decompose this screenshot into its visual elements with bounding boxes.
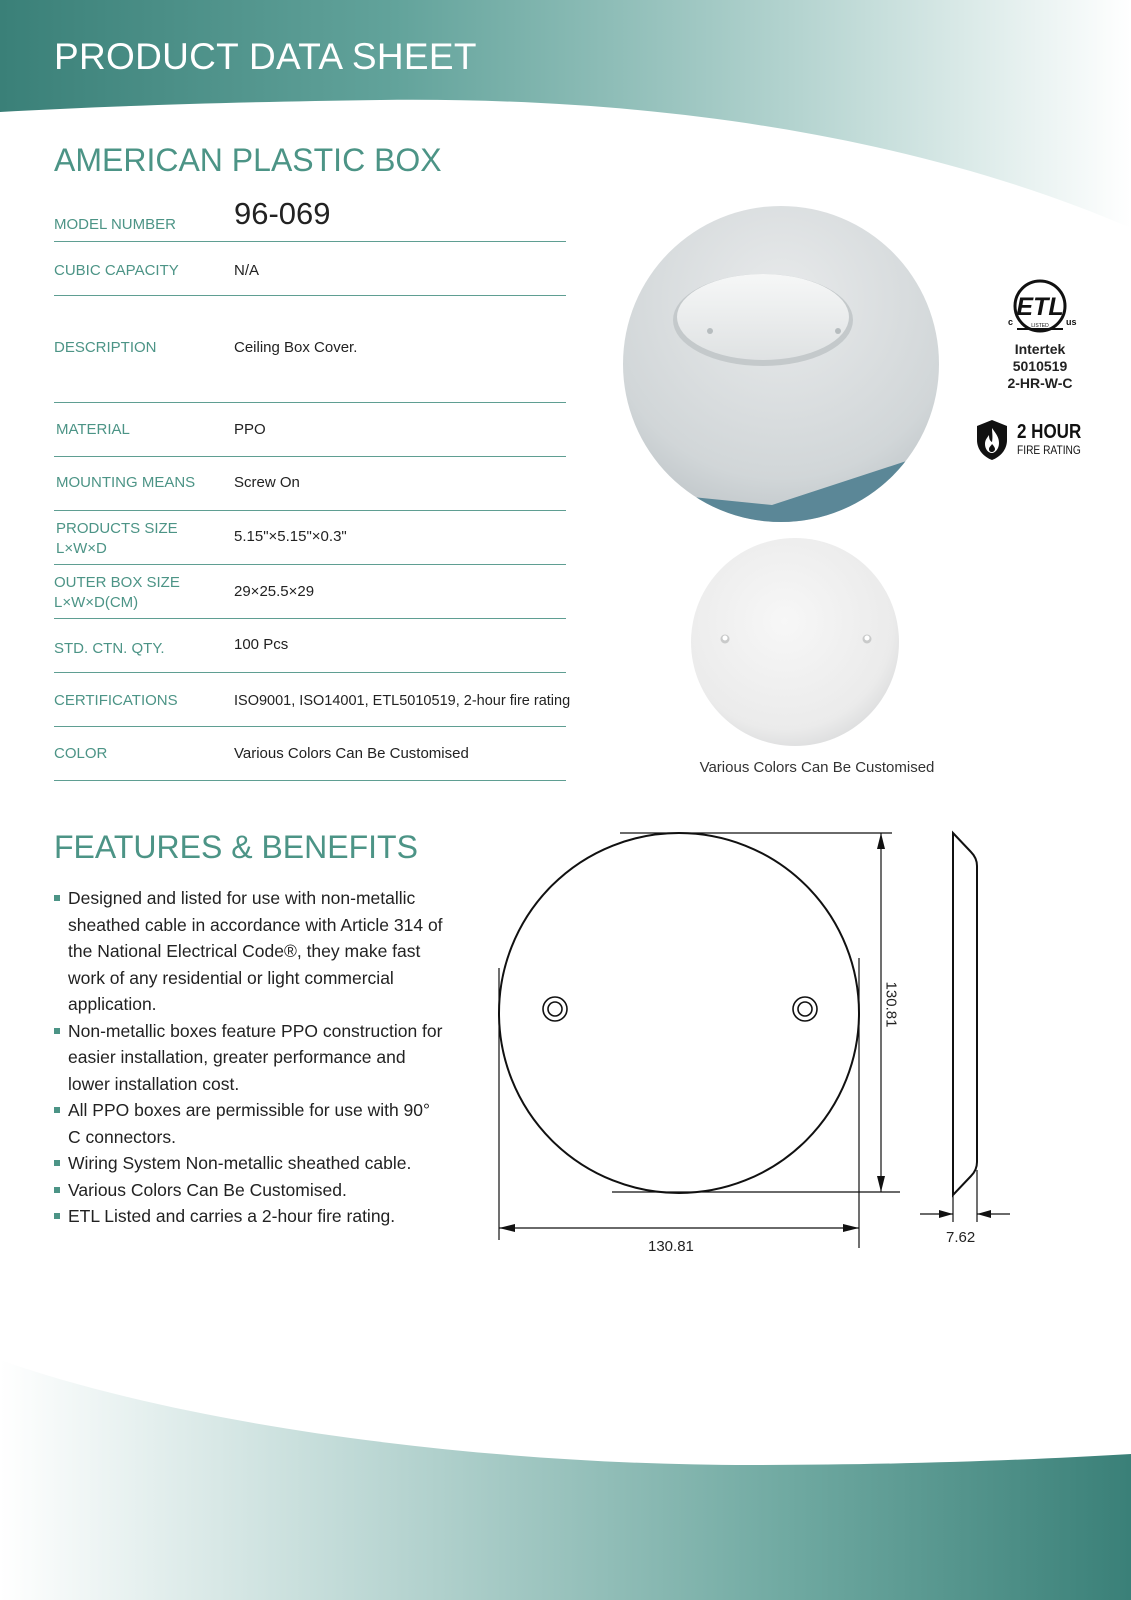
fire-rating-label: FIRE RATING — [1017, 443, 1081, 457]
dimension-width: 130.81 — [648, 1238, 694, 1255]
etl-listed-text: LISTED — [1031, 323, 1049, 329]
spec-label-products-size: PRODUCTS SIZE — [56, 520, 178, 537]
fire-shield-icon — [975, 418, 1009, 462]
spec-value-outer-box-size: 29×25.5×29 — [234, 583, 315, 600]
spec-value-certifications: ISO9001, ISO14001, ETL5010519, 2-hour fire rating — [234, 693, 571, 709]
feature-item: Wiring System Non-metallic sheathed cable. — [54, 1150, 444, 1177]
spec-value-cubic-capacity: N/A — [234, 262, 260, 279]
photo-caption: Various Colors Can Be Customised — [699, 759, 935, 776]
spec-divider — [54, 672, 566, 673]
spec-label-mounting-means: MOUNTING MEANS — [56, 474, 196, 491]
feature-item: ETL Listed and carries a 2-hour fire rating. — [54, 1203, 444, 1230]
spec-divider — [54, 241, 566, 242]
spec-value-products-size: 5.15"×5.15"×0.3" — [234, 528, 347, 545]
features-title: FEATURES & BENEFITS — [54, 829, 418, 865]
spec-divider — [54, 510, 566, 511]
spec-value-description: Ceiling Box Cover. — [234, 339, 358, 356]
product-photo-cover — [688, 535, 902, 749]
product-photo-installed — [622, 205, 940, 523]
feature-item: Non-metallic boxes feature PPO construction for easier installation, greater performance and lower installation cost. — [54, 1018, 444, 1098]
spec-label-outer-box-size: OUTER BOX SIZE — [54, 574, 180, 591]
cert-number: 5010519 — [1012, 358, 1068, 374]
spec-label-color: COLOR — [54, 745, 108, 762]
spec-value-model-number: 96-069 — [234, 196, 331, 231]
product-name: AMERICAN PLASTIC BOX — [54, 142, 442, 178]
spec-label-certifications: CERTIFICATIONS — [54, 692, 178, 709]
cert-code: 2-HR-W-C — [1007, 375, 1073, 391]
spec-value-color: Various Colors Can Be Customised — [234, 745, 469, 762]
etl-us-mark: us — [1066, 317, 1077, 327]
spec-label-description: DESCRIPTION — [54, 339, 157, 356]
spec-divider — [54, 564, 566, 565]
spec-divider — [54, 726, 566, 727]
dimension-height: 130.81 — [882, 981, 900, 1028]
spec-label-outer-box-size-unit: L×W×D(CM) — [54, 594, 139, 611]
spec-divider — [54, 456, 566, 457]
feature-item: Designed and listed for use with non-metallic sheathed cable in accordance with Article 314 of the National Electrical Code®, they make fast work of any residential or light commercial application. — [54, 885, 444, 1018]
spec-divider — [54, 402, 566, 403]
page-title: PRODUCT DATA SHEET — [54, 36, 477, 77]
feature-item: All PPO boxes are permissible for use with 90° C connectors. — [54, 1097, 444, 1150]
spec-label-model-number: MODEL NUMBER — [54, 216, 176, 233]
spec-label-material: MATERIAL — [56, 421, 130, 438]
spec-label-std-ctn-qty: STD. CTN. QTY. — [54, 640, 165, 657]
spec-divider — [54, 295, 566, 296]
spec-divider — [54, 618, 566, 619]
spec-value-material: PPO — [234, 421, 266, 438]
spec-label-cubic-capacity: CUBIC CAPACITY — [54, 262, 179, 279]
spec-divider — [54, 780, 566, 781]
spec-label-products-size-unit: L×W×D — [56, 540, 107, 557]
fire-rating-hours: 2 HOUR — [1017, 421, 1082, 443]
spec-value-mounting-means: Screw On — [234, 474, 300, 491]
etl-listed-mark — [1003, 277, 1081, 341]
footer-banner — [0, 1360, 1131, 1600]
dimension-depth: 7.62 — [946, 1229, 976, 1246]
feature-item: Various Colors Can Be Customised. — [54, 1177, 444, 1204]
etl-logo-text: ETL — [1016, 293, 1064, 321]
cert-lab: Intertek — [1014, 341, 1066, 357]
etl-c-mark: c — [1008, 317, 1014, 327]
spec-value-std-ctn-qty: 100 Pcs — [234, 636, 289, 653]
features-list — [54, 885, 444, 1230]
